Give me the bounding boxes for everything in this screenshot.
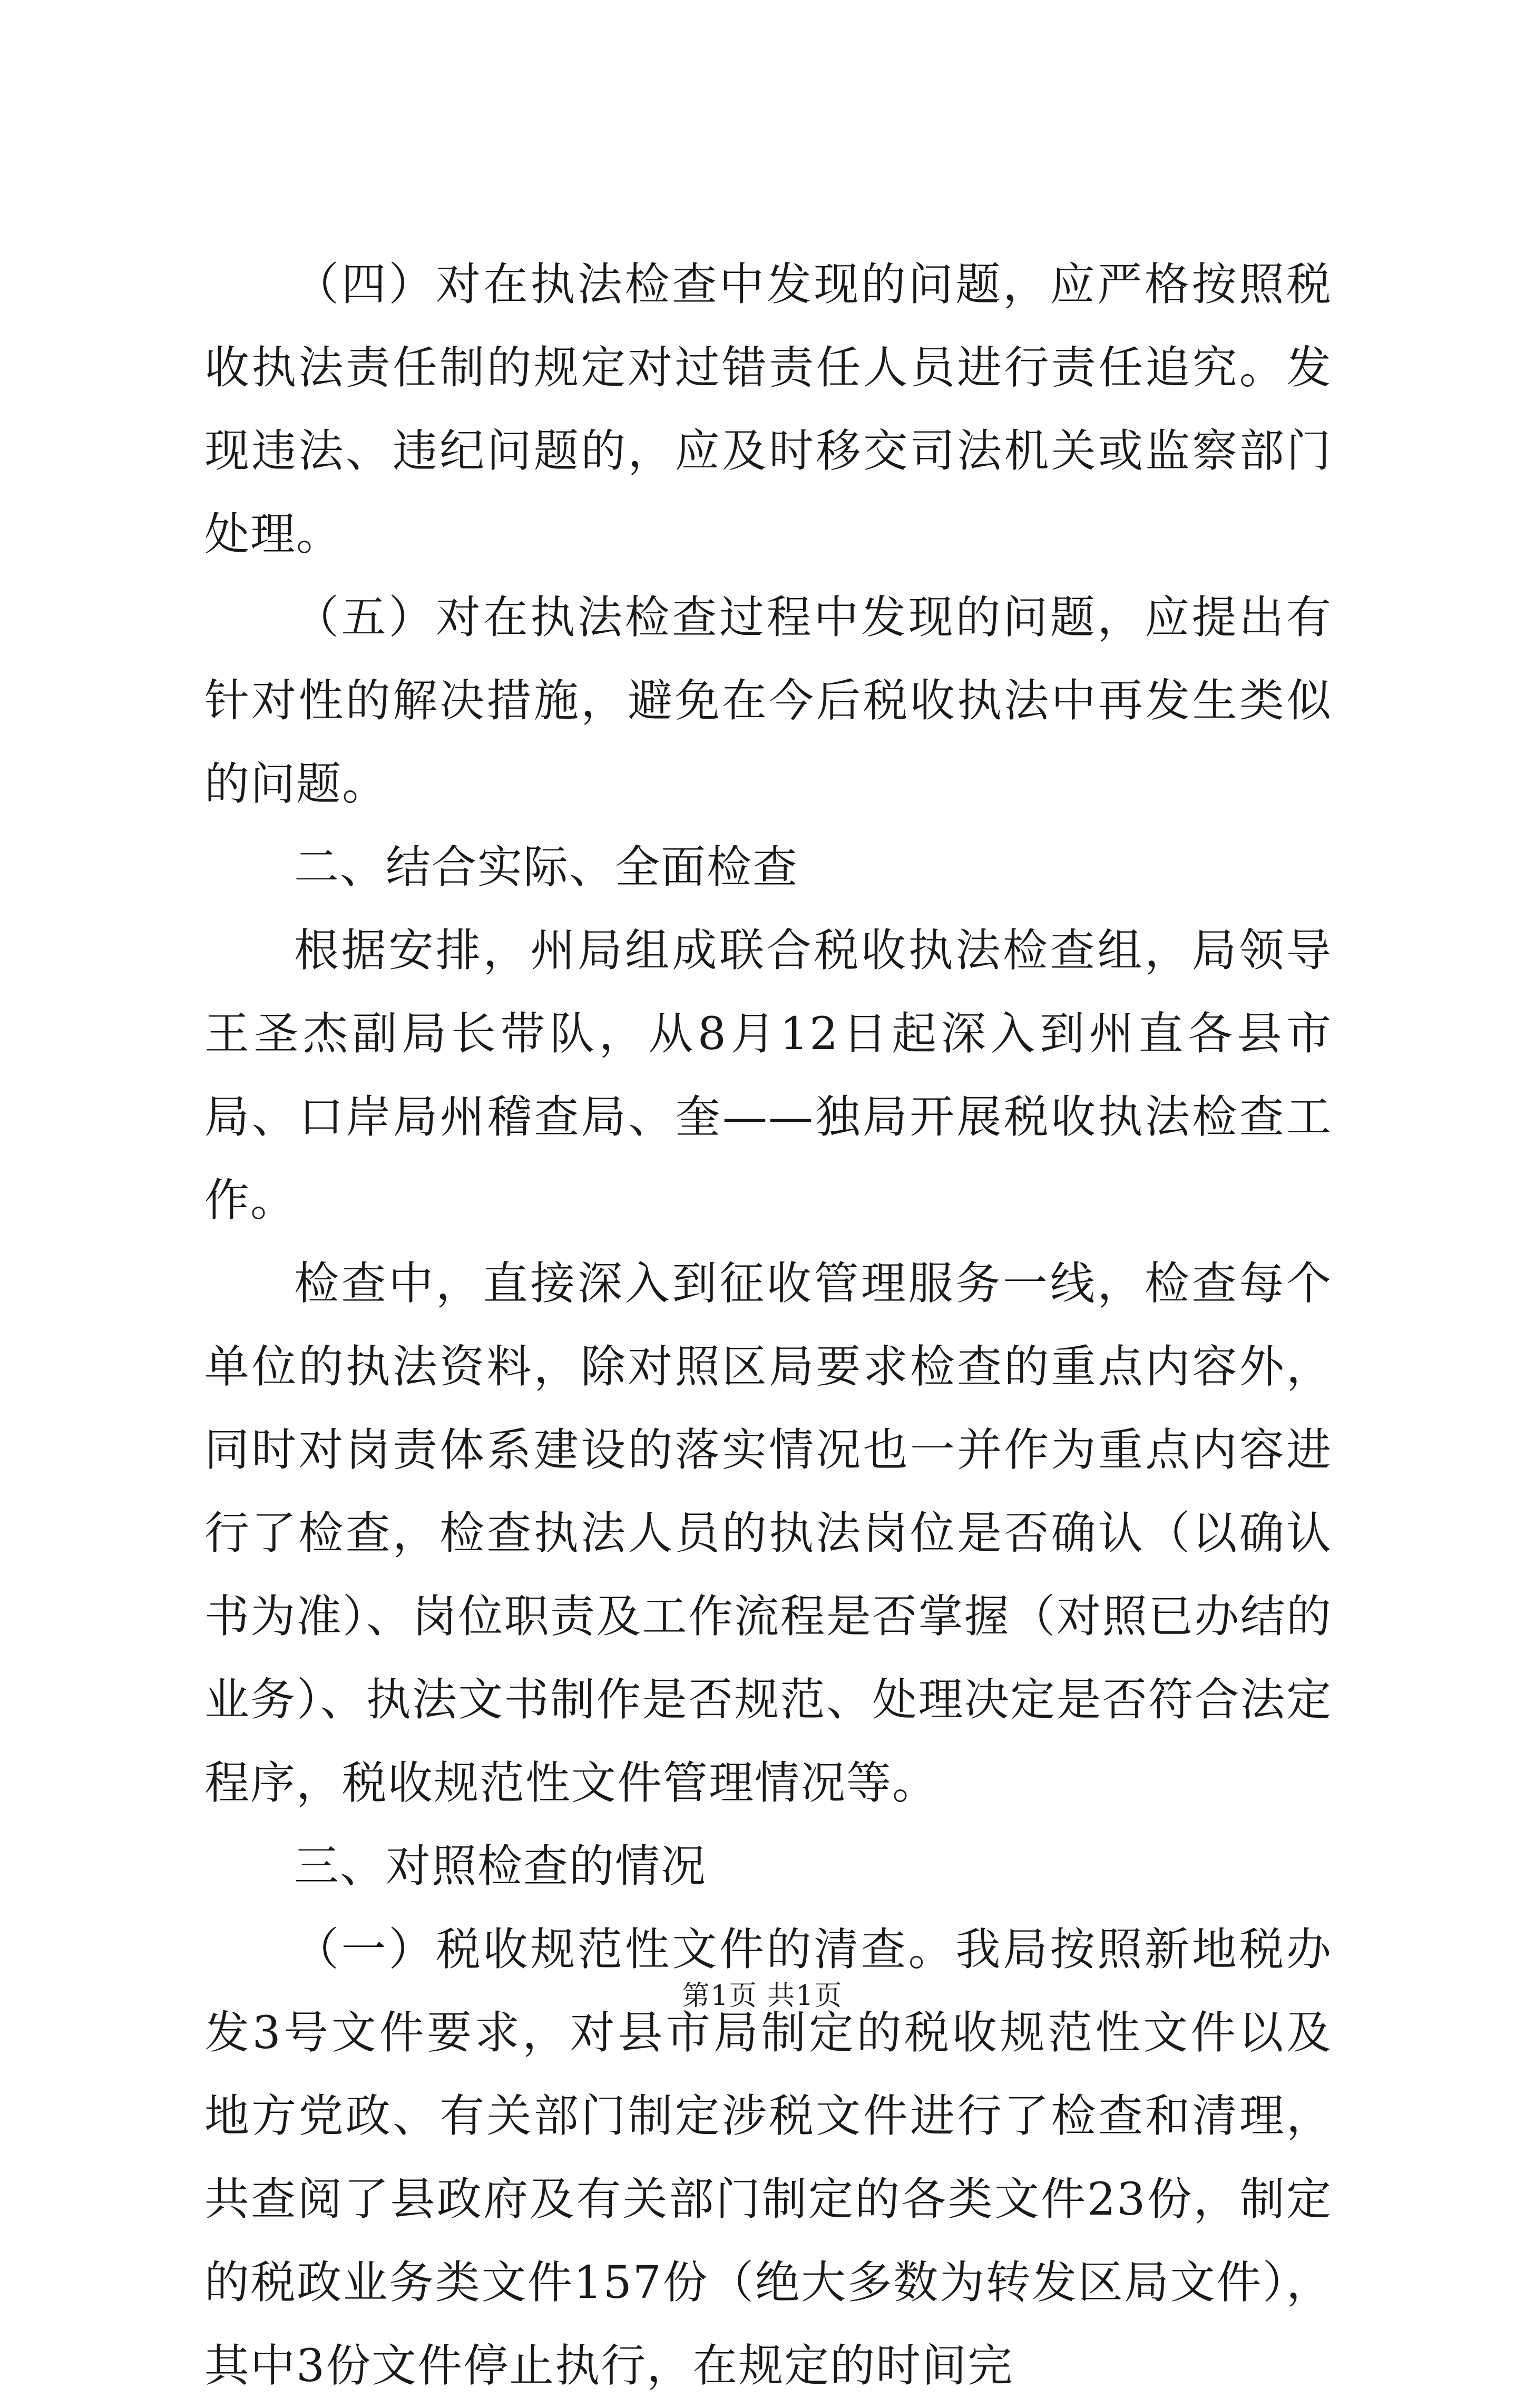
document-body xyxy=(204,243,1332,2408)
page-footer: 第1页 共1页 xyxy=(682,1980,843,2012)
section-heading-2: 二、结合实际、全面检查 xyxy=(294,841,799,894)
paragraph-item-5: （五）对在执法检查过程中发现的问题，应提出有针对性的解决措施，避免在今后税收执法中再发生类似的问题。 xyxy=(204,592,1332,810)
paragraph-arrangement: 根据安排，州局组成联合税收执法检查组，局领导王圣杰副局长带队，从8月12日起深入到州直各县市局、口岸局州稽查局、奎——独局开展税收执法检查工作。 xyxy=(204,925,1332,1227)
paragraph-item-4: （四）对在执法检查中发现的问题，应严格按照税收执法责任制的规定对过错责任人员进行责任追究。发现违法、违纪问题的，应及时移交司法机关或监察部门处理。 xyxy=(204,259,1332,561)
paragraph-item-1: （一）税收规范性文件的清查。我局按照新地税办发3号文件要求，对县市局制定的税收规范性文件以及地方党政、有关部门制定涉税文件进行了检查和清理，共查阅了县政府及有关部门制定的各类文件23份，制定的税政业务类文件157份（绝大多数为转发区局文件），其中3份文件停止执行，在规定的时间完 xyxy=(204,1924,1332,2392)
paragraph-inspection: 检查中，直接深入到征收管理服务一线，检查每个单位的执法资料，除对照区局要求检查的重点内容外，同时对岗责体系建设的落实情况也一并作为重点内容进行了检查，检查执法人员的执法岗位是否确认（以确认书为准）、岗位职责及工作流程是否掌握（对照已办结的业务）、执法文书制作是否规范、处理决定是否符合法定程序，税收规范性文件管理情况等。 xyxy=(204,1258,1332,1809)
section-heading-3: 三、对照检查的情况 xyxy=(294,1841,707,1893)
